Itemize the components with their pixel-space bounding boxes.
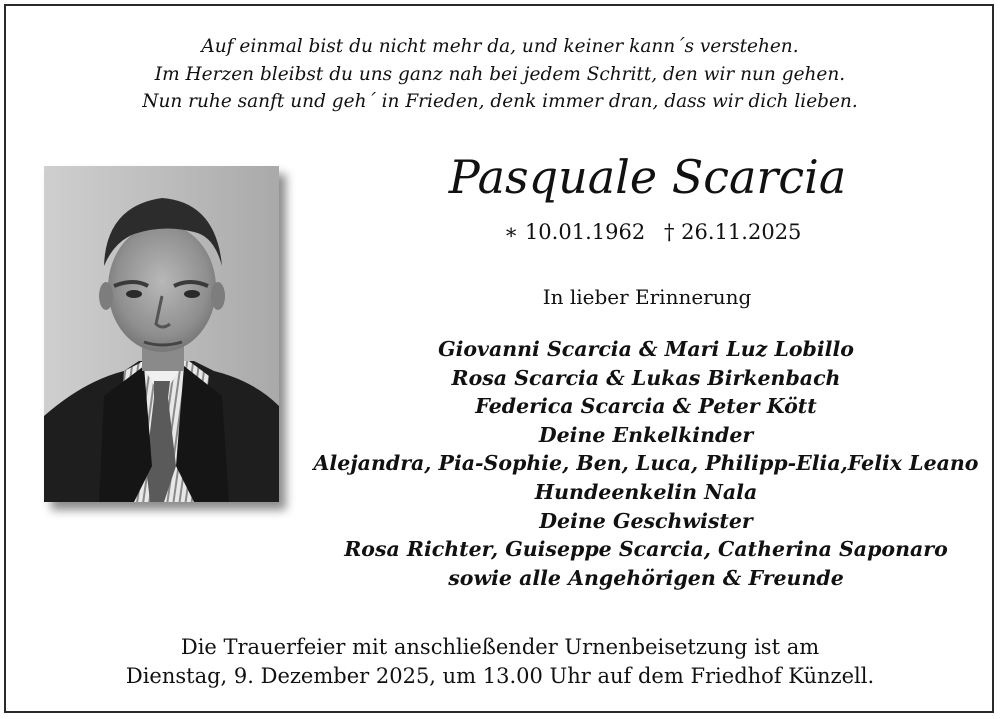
mourner-line: Federica Scarcia & Peter Kött [475, 394, 817, 419]
death-date: † 26.11.2025 [664, 220, 802, 244]
mourner-line: Deine Geschwister [539, 508, 753, 533]
poem-line: Nun ruhe sanft und geh´ in Frieden, denk immer dran, dass wir dich lieben. [142, 91, 858, 112]
mourner-line: Deine Enkelkinder [538, 422, 754, 447]
portrait-image [44, 166, 279, 502]
mourner-line: Alejandra, Pia-Sophie, Ben, Luca, Philipp-Elia,Felix Leano [313, 451, 979, 476]
notice-line: Die Trauerfeier mit anschließender Urnenbeisetzung ist am [180, 635, 820, 659]
portrait-photo [44, 166, 279, 502]
deceased-name: Pasquale Scarcia [448, 150, 847, 204]
mourner-line: Hundeenkelin Nala [534, 479, 758, 504]
memorial-poem [0, 33, 1000, 116]
memory-heading: In lieber Erinnerung [542, 285, 752, 309]
mourner-line: Giovanni Scarcia & Mari Luz Lobillo [438, 337, 854, 361]
mourner-line: sowie alle Angehörigen & Freunde [448, 565, 844, 590]
notice-line: Dienstag, 9. Dezember 2025, um 13.00 Uhr auf dem Friedhof Künzell. [125, 664, 875, 688]
funeral-notice [0, 633, 1000, 691]
life-dates [470, 218, 830, 246]
mourners-list [300, 335, 992, 592]
poem-line: Im Herzen bleibst du uns ganz nah bei jedem Schritt, den wir nun gehen. [154, 63, 846, 85]
mourner-line: Rosa Scarcia & Lukas Birkenbach [451, 365, 841, 390]
mourner-line: Rosa Richter, Guiseppe Scarcia, Catherina Saponaro [344, 537, 948, 562]
poem-line: Auf einmal bist du nicht mehr da, und keiner kann´s verstehen. [201, 36, 799, 57]
birth-date: ∗ 10.01.1962 [504, 220, 646, 244]
